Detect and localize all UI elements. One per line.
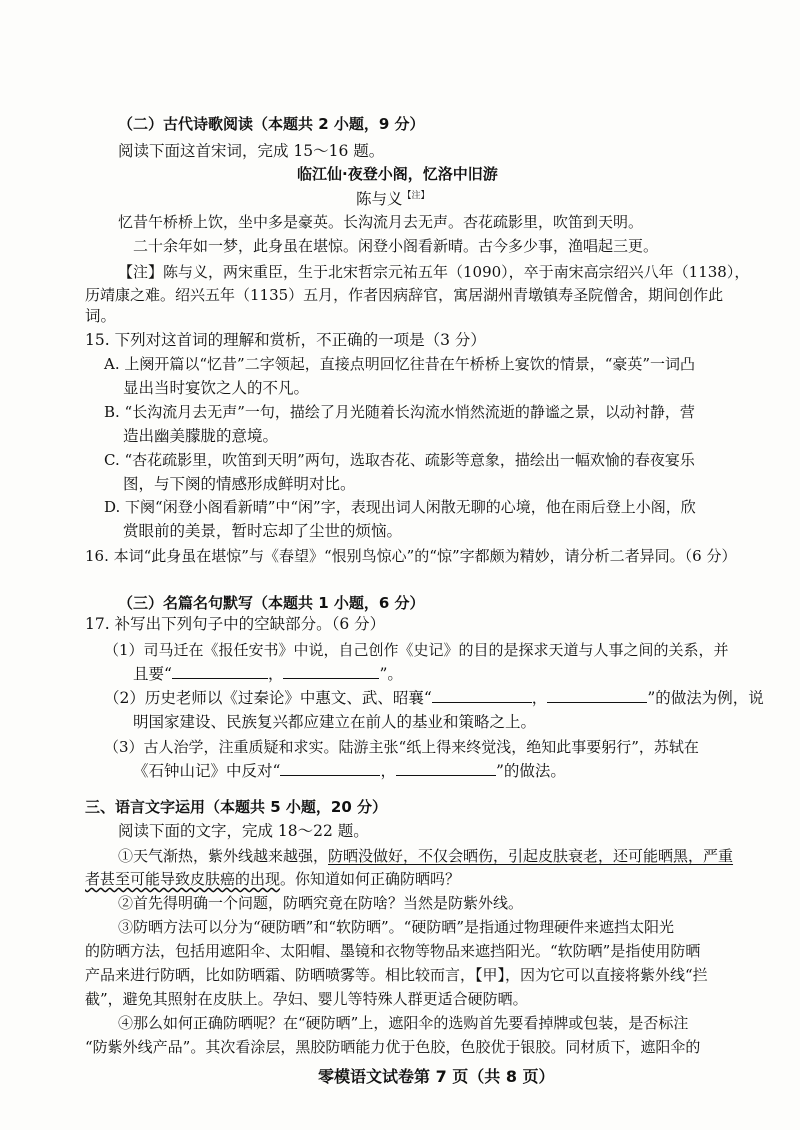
q17-item1-prefix: 且要“ (133, 665, 172, 683)
q15-option-a-line2: 显出当时宴饮之人的不凡。 (123, 379, 310, 397)
para1-wavy-text: 者甚至可能导致皮肤癌的出现 (85, 870, 281, 888)
note-line-2: 历靖康之难。绍兴五年（1135）五月，作者因病辞官，寓居湖州青墩镇寿圣院僧舍，期间创作此 (85, 286, 724, 304)
para1-text-d: 。你知道如何正确防晒吗？ (280, 870, 461, 888)
q17-item2-comma: ， (531, 689, 548, 707)
q17-item2-line1 (104, 688, 764, 708)
para1-text-a: ①天气渐热，紫外线越来越强， (118, 847, 329, 865)
note-line-1: 【注】陈与义，两宋重臣，生于北宋哲宗元祐五年（1090），卒于南宋高宗绍兴八年（1138）， (118, 263, 750, 281)
q17-item2-suffix: ”的做法为例，说 (647, 689, 764, 707)
q15-option-c-line2: 图，与下阕的情感形成鲜明对比。 (123, 475, 356, 493)
passage-para4-line1: ④那么如何正确防晒呢？在“硬防晒”上，遮阳伞的选购首先要看掉牌或包装，是否标注 (118, 1014, 689, 1032)
q17-item3-comma: ， (380, 762, 396, 780)
q15-option-b-line2: 造出幽美朦胧的意境。 (123, 427, 279, 445)
passage-para3-line1: ③防晒方法可以分为“硬防晒”和“软防晒”。“硬防晒”是指通过物理硬件来遮挡太阳光 (118, 918, 675, 936)
author-note-mark: 【注】 (402, 191, 430, 201)
poem-author: 陈与义$^{【注】}$ (356, 190, 430, 209)
q15-option-d-line2: 赏眼前的美景，暂时忘却了尘世的烦恼。 (123, 522, 403, 540)
section3-heading: （三）名篇名句默写（本题共 1 小题，6 分） (118, 594, 425, 612)
q17-item1-blank-2[interactable] (283, 664, 379, 679)
part3-heading: 三、语言文字运用（本题共 5 小题，20 分） (85, 798, 387, 816)
passage-para4-line2: “防紫外线产品”。其次看涂层，黑胶防晒能力优于色胶，色胶优于银胶。同材质下，遮阳伞的 (85, 1038, 701, 1056)
q17-item3-prefix: 《石钟山记》中反对“ (133, 762, 281, 780)
q17-item3-suffix: ”的做法。 (495, 762, 566, 780)
q15-stem: 15. 下列对这首词的理解和赏析，不正确的一项是（3 分） (85, 331, 486, 349)
note-line-3: 词。 (85, 307, 117, 325)
q17-item2-blank-2[interactable] (547, 688, 647, 703)
passage-para3-line3: 产品来进行防晒，比如防晒霜、防晒喷雾等。相比较而言，【甲】，因为它可以直接将紫外线“拦 (85, 966, 708, 984)
part3-instruction: 阅读下面的文字，完成 18～22 题。 (118, 822, 369, 840)
q17-item3-blank-2[interactable] (396, 761, 496, 776)
q17-item1-suffix: ”。 (379, 665, 403, 683)
q17-item3-blank-line (133, 761, 566, 781)
passage-para3-line2: 的防晒方法，包括用遮阳伞、太阳帽、墨镜和衣物等物品来遮挡阳光。“软防晒”是指使用防晒 (85, 942, 701, 960)
passage-para1-line2 (85, 869, 460, 889)
q17-item3-line1: （3）古人治学，注重质疑和求实。陆游主张“纸上得来终觉浅，绝知此事要躬行”，苏轼在 (104, 738, 699, 756)
q17-item1-blank-1[interactable] (172, 664, 268, 679)
q17-item2-blank-1[interactable] (432, 688, 532, 703)
q15-option-c-line1: C. “杏花疏影里，吹笛到天明”两句，选取杏花、疏影等意象，描绘出一幅欢愉的春夜宴乐 (104, 451, 695, 469)
poem-title: 临江仙·夜登小阁，忆洛中旧游 (297, 165, 498, 183)
q17-stem: 17. 补写出下列句子中的空缺部分。（6 分） (85, 615, 386, 633)
poem-line-1: 忆昔午桥桥上饮，坐中多是豪英。长沟流月去无声。杏花疏影里，吹笛到天明。 (118, 213, 644, 231)
passage-para1-line1 (118, 846, 733, 866)
q17-item1-line1: （1）司马迁在《报任安书》中说，自己创作《史记》的目的是探求天道与人事之间的关系，并 (104, 641, 729, 659)
q16-stem: 16. 本词“此身虽在堪惊”与《春望》“恨别鸟惊心”的“惊”字都颇为精妙，请分析二者异同。（6 分） (85, 547, 737, 565)
q15-option-d-line1: D. 下阕“闲登小阁看新晴”中“闲”字，表现出词人闲散无聊的心境，他在雨后登上小阁，欣 (104, 498, 696, 516)
page-footer: 零模语文试卷第 7 页（共 8 页） (318, 1067, 555, 1086)
para1-underlined-text: 防晒没做好，不仅会晒伤，引起皮肤衰老，还可能晒黑，严重 (328, 847, 734, 865)
poem-line-2: 二十余年如一梦，此身虽在堪惊。闲登小阁看新晴。古今多少事，渔唱起三更。 (133, 237, 659, 255)
section2-instruction: 阅读下面这首宋词，完成 15～16 题。 (118, 142, 385, 160)
section2-heading: （二）古代诗歌阅读（本题共 2 小题，9 分） (118, 115, 425, 133)
q17-item2-line2: 明国家建设、民族复兴都应建立在前人的基业和策略之上。 (133, 713, 537, 731)
q17-item1-comma: ， (267, 665, 284, 683)
q17-item3-blank-1[interactable] (280, 761, 380, 776)
q17-item2-prefix: （2）历史老师以《过秦论》中惠文、武、昭襄“ (104, 689, 432, 707)
passage-para2: ②首先得明确一个问题，防晒究竟在防啥？当然是防紫外线。 (118, 894, 524, 912)
q15-option-a-line1: A. 上阕开篇以“忆昔”二字领起，直接点明回忆往昔在午桥桥上宴饮的情景，“豪英”一词凸 (104, 355, 696, 373)
q15-option-b-line1: B. “长沟流月去无声”一句，描绘了月光随着长沟流水悄然流逝的静谧之景，以动衬静，营 (104, 403, 695, 421)
passage-para3-line4: 截”，避免其照射在皮肤上。孕妇、婴儿等特殊人群更适合硬防晒。 (85, 990, 528, 1008)
q17-item1-blank-line (133, 664, 403, 684)
